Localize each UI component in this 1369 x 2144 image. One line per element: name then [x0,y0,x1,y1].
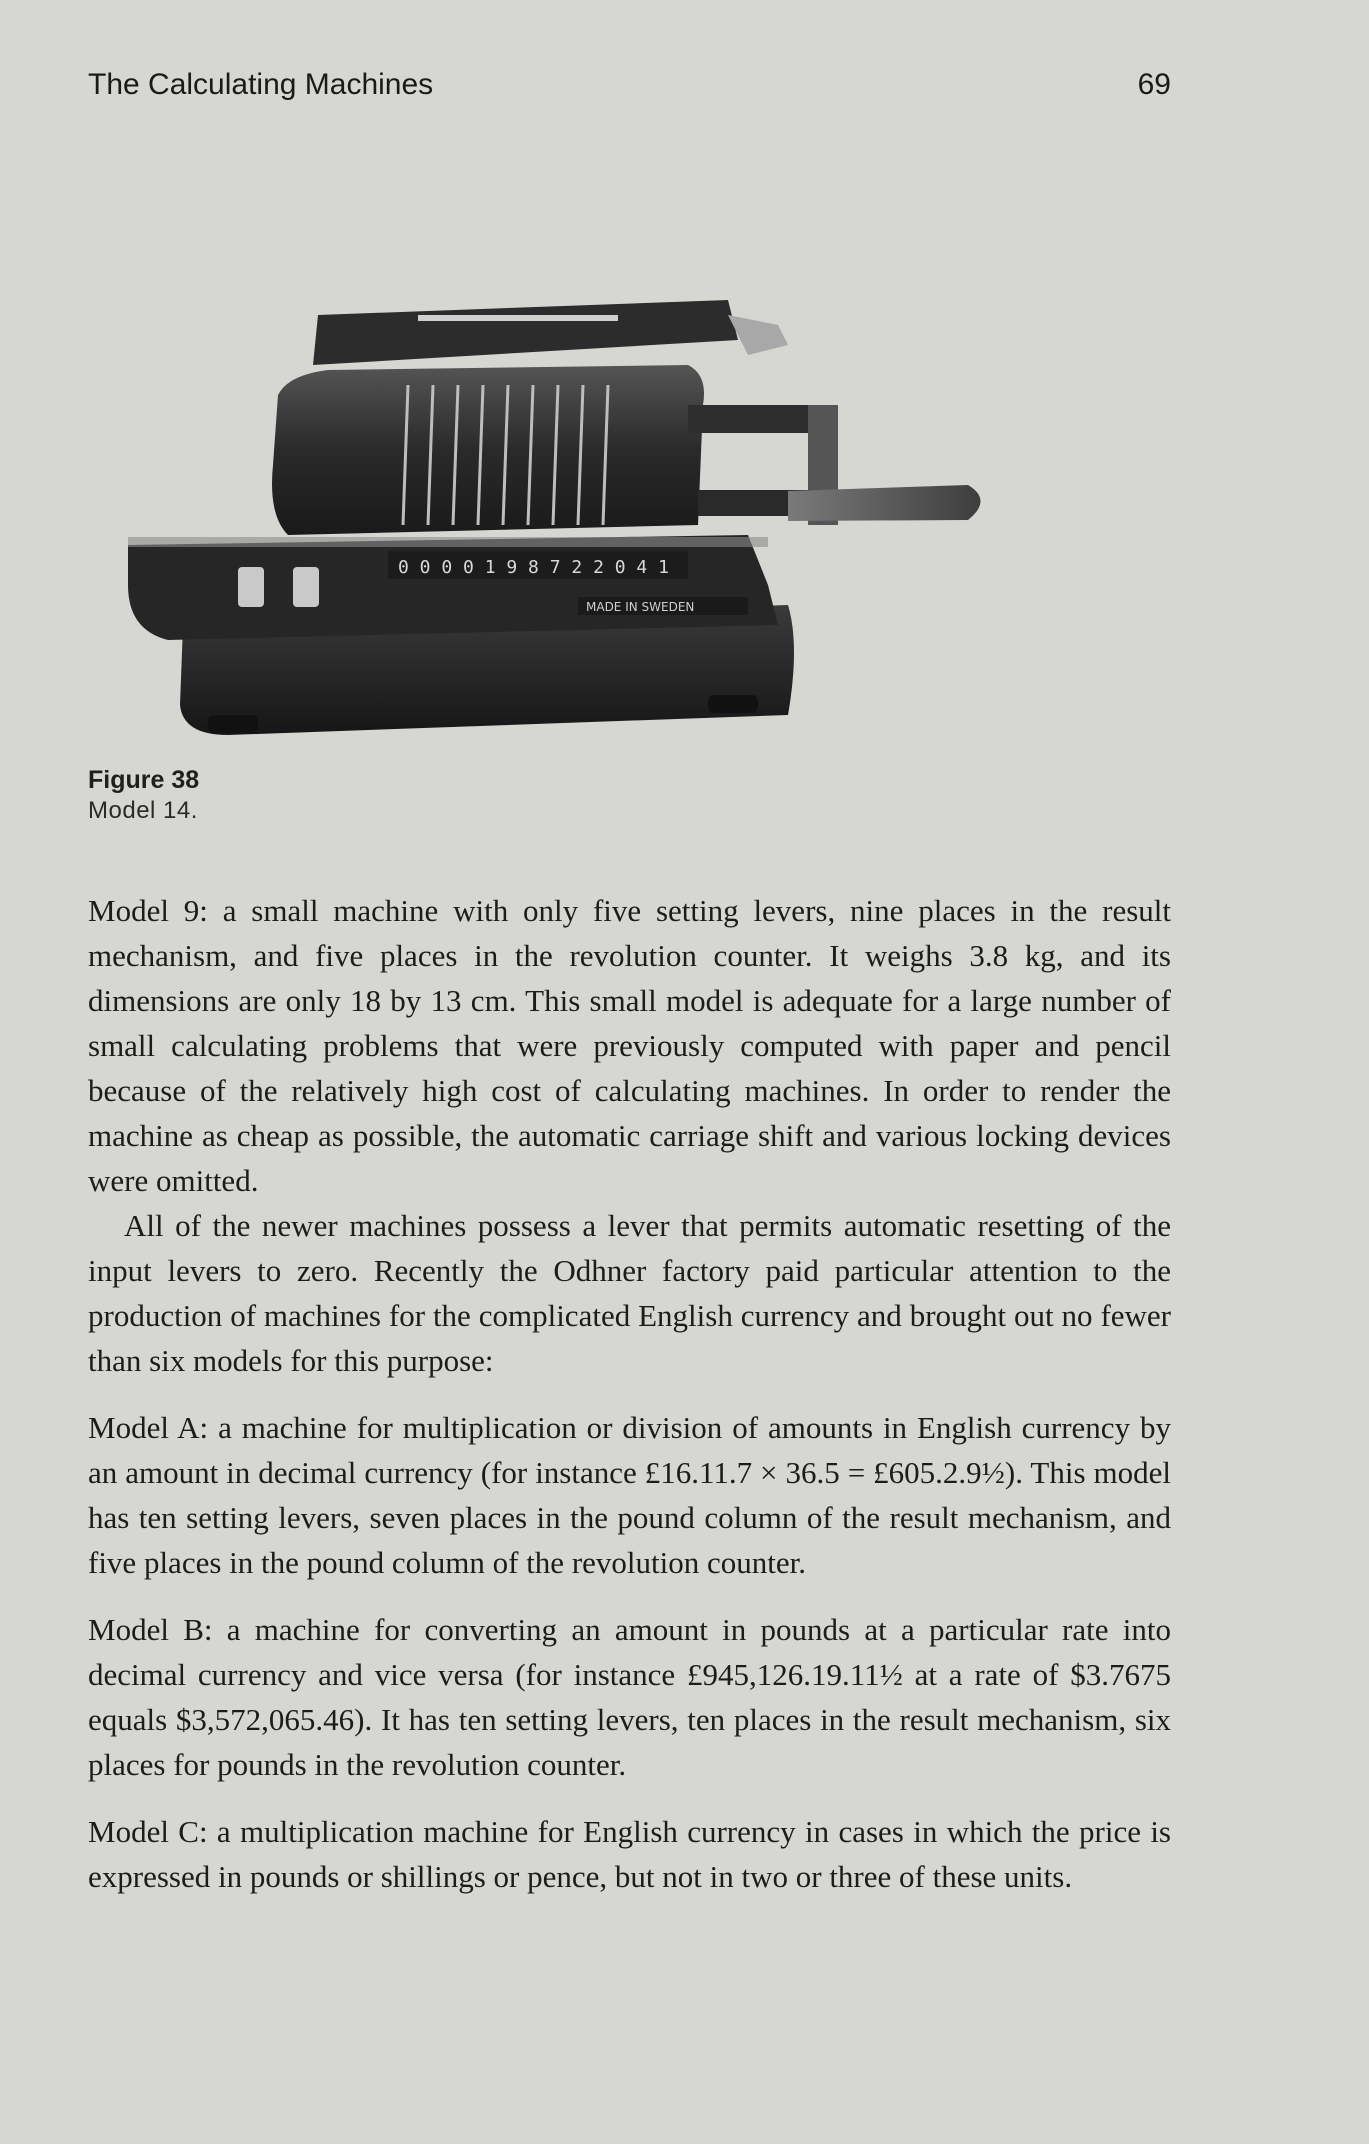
machine-foot-right [708,695,758,713]
running-head [88,68,1171,102]
result-register-digits: 0 0 0 0 1 9 8 7 2 2 0 4 1 [398,557,669,578]
running-title: The Calculating Machines [88,68,434,101]
carriage-body [128,535,778,640]
crank-handle [788,485,981,521]
wing-nut [728,315,788,355]
page-number: 69 [1137,68,1171,101]
figure-caption-text: Model 14. [88,797,198,824]
maker-plate-text: MADE IN SWEDEN [586,600,695,614]
setting-drum [272,365,704,535]
counter-slider-bar [418,315,618,321]
carriage-knob-right [293,567,319,607]
paragraph-model-c: Model C: a multiplication machine for English currency in cases in which the price is expressed in pounds or shillings or pence, but not in two or three of these units. [88,1814,1171,1894]
machine-foot-left [208,715,258,733]
paragraph-newer-machines: All of the newer machines possess a lever that permits automatic resetting of the input levers to zero. Recently the Odhner factory paid particular attention to the production of machines for the complicated English currency and brought out no fewer than six models for this purpose: [88,1208,1171,1378]
body-text [88,888,1171,1899]
revolution-counter-housing [313,300,738,365]
figure-label: Figure 38 [88,766,200,794]
paragraph-model-a: Model A: a machine for multiplication or division of amounts in English currency by an amount in decimal currency (for instance £16.11.7 × 36.5 = £605.2.9½). This model has ten setting levers, seven places in the pound column of the result mechanism, and five places in the pound column of the revolution counter. [88,1410,1171,1580]
figure-38-photo [88,285,1008,745]
paragraph-model-b: Model B: a machine for converting an amount in pounds at a particular rate into decimal currency and vice versa (for instance £945,126.19.11½ at a rate of $3.7675 equals $3,572,065.46). It has ten setting levers, ten places in the result mechanism, six places for pounds in the revolution counter. [88,1612,1171,1782]
paragraph-model-9: Model 9: a small machine with only five setting levers, nine places in the result mechanism, and five places in the revolution counter. It weighs 3.8 kg, and its dimensions are only 18 by 13 cm. This small model is adequate for a large number of small calculating problems that were previously computed with paper and pencil because of the relatively high cost of calculating machines. In order to render the machine as cheap as possible, the automatic carriage shift and various locking devices were omitted. [88,893,1171,1198]
carriage-rail [128,537,768,547]
figure-caption [88,764,688,826]
calculating-machine-illustration [88,285,1008,745]
carriage-knob-left [238,567,264,607]
